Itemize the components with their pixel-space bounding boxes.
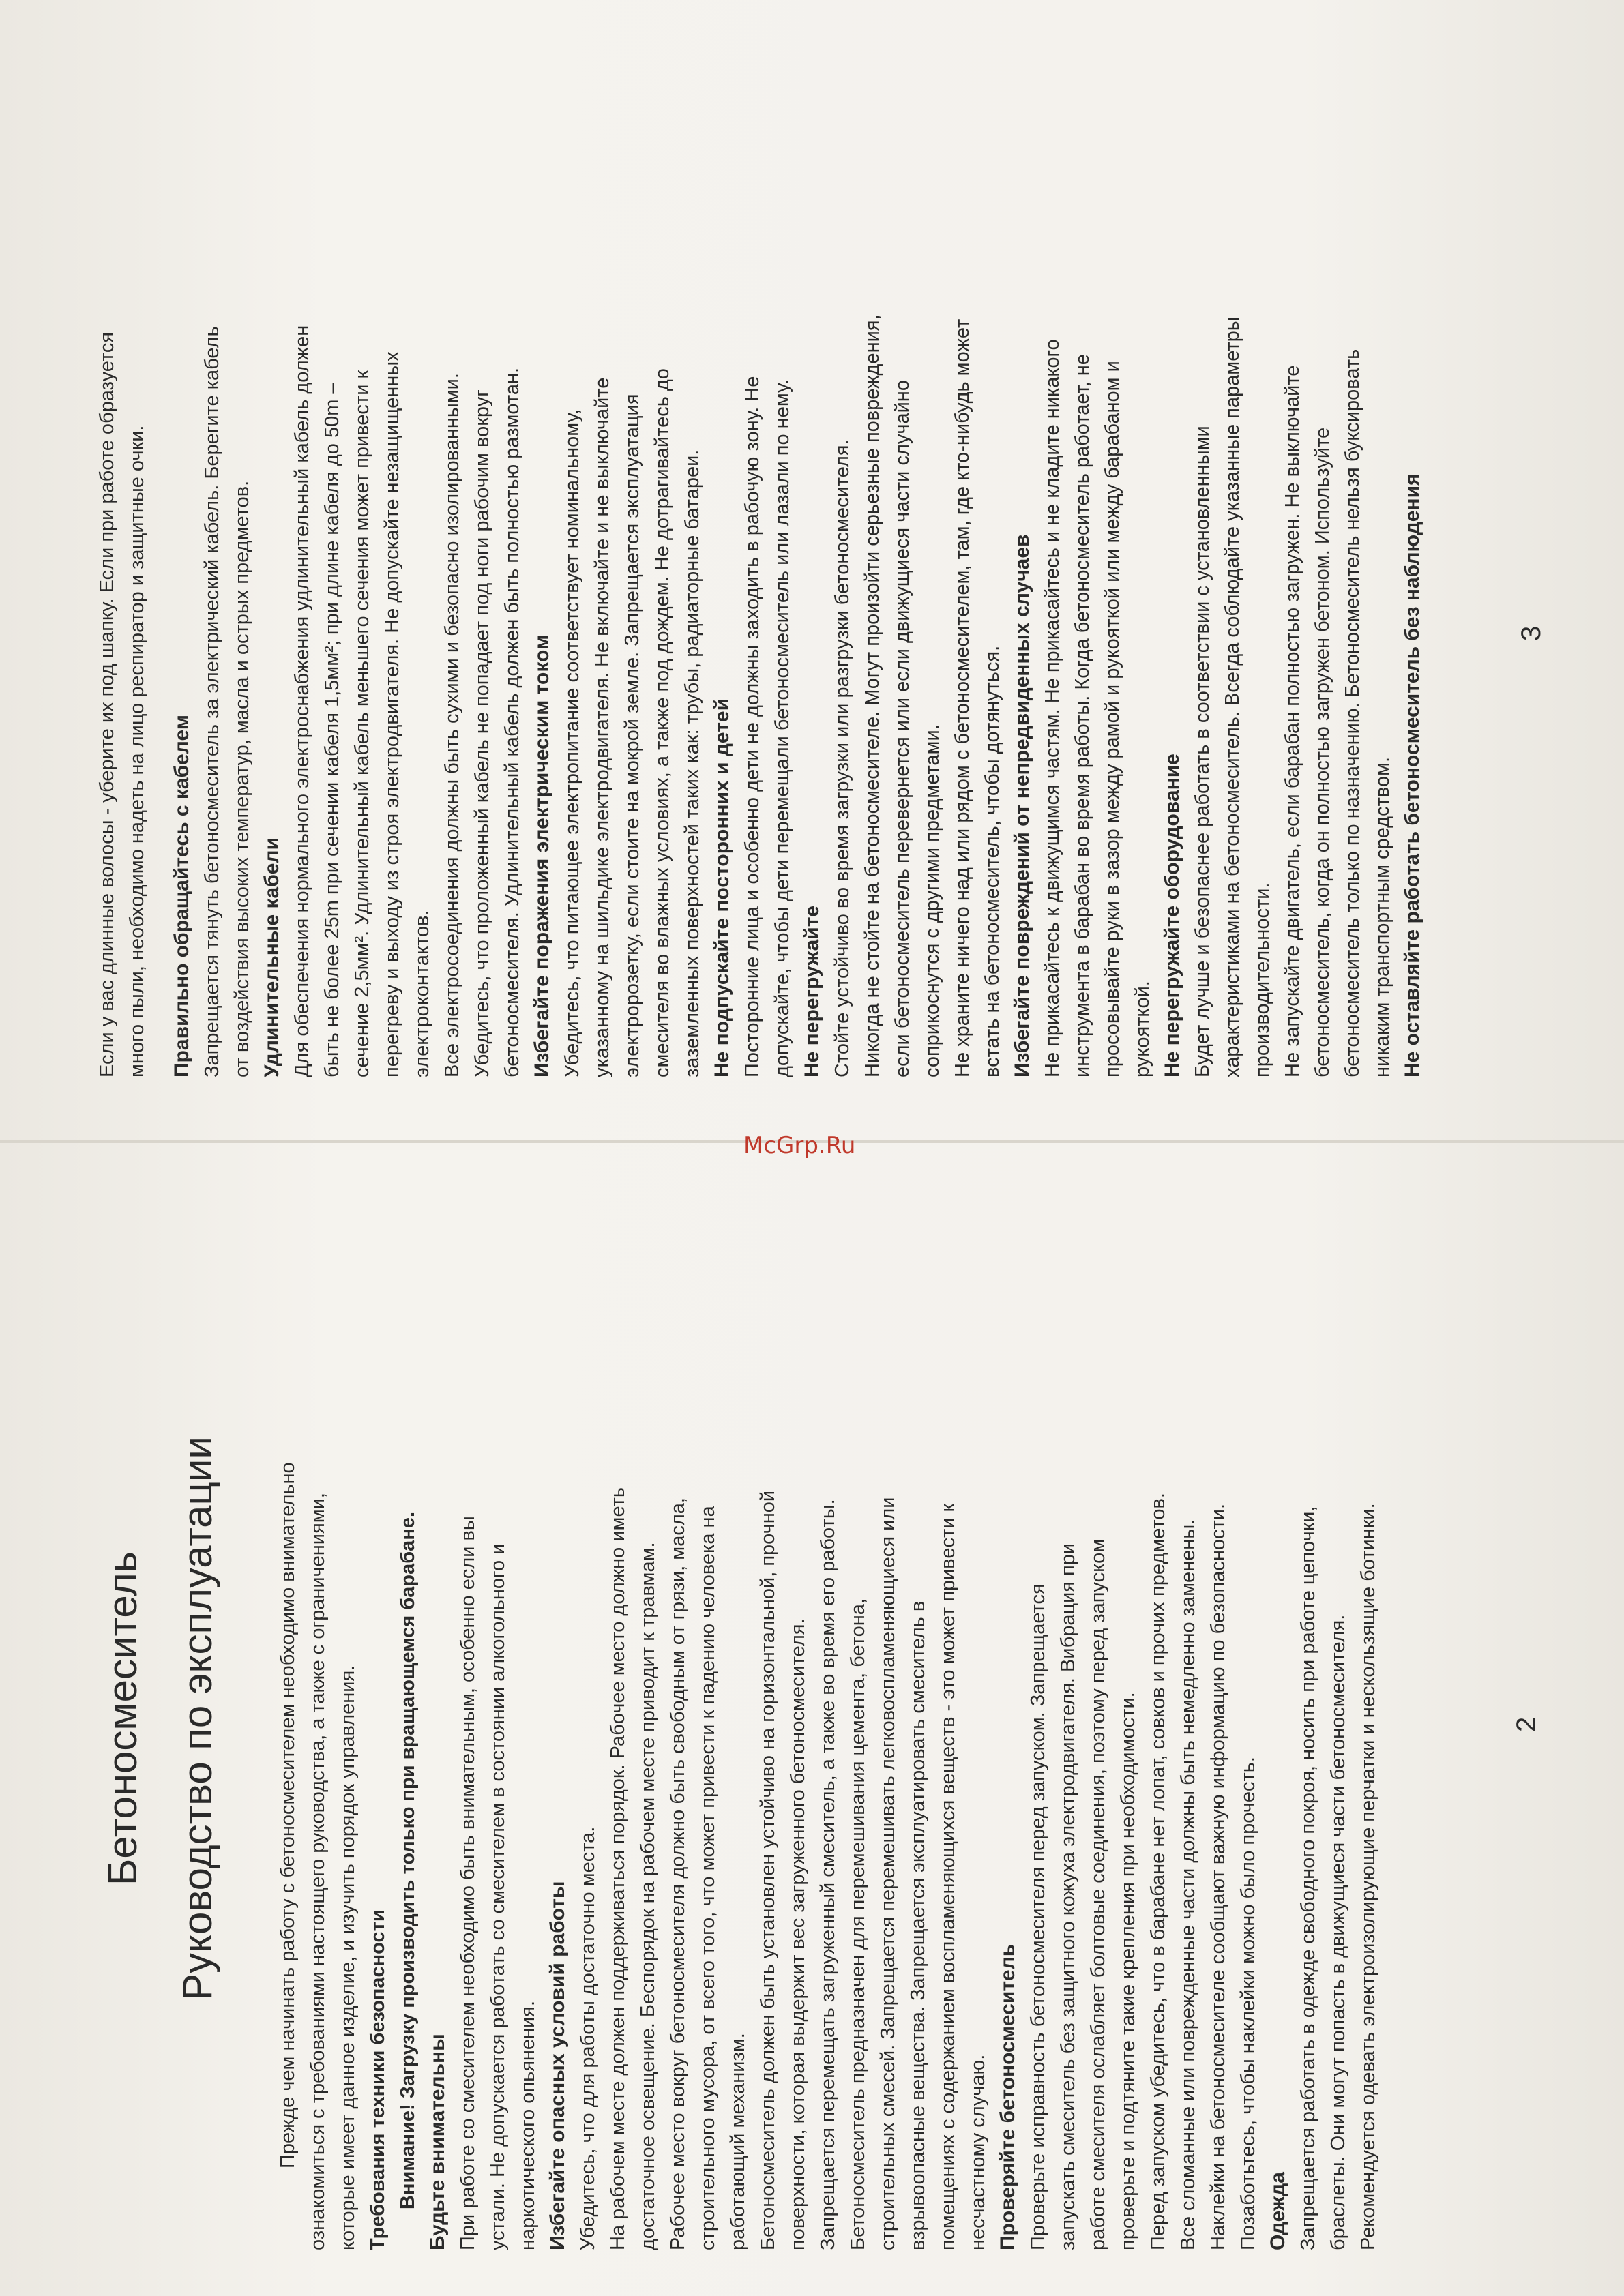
section-line: Все электросоединения должны быть сухими и безопасно изолированными. (441, 373, 463, 1077)
section-line: достаточное освещение. Беспорядок на рабочем месте приводит к травмам. (637, 1542, 659, 2250)
section-line: Не запускайте двигатель, если барабан полностью загружен. Не выключайте (1282, 365, 1303, 1077)
section-line: запускать смеситель без защитного кожуха электродвигателя. Вибрация при (1057, 1542, 1079, 2250)
section-line: просовывайте руки в зазор между рамой и рукояткой или между барабаном и (1102, 361, 1123, 1077)
section-line: Никогда не стойте на бетоносмесителе. Могут произойти серьезные повреждения, (861, 314, 883, 1077)
section-line: Посторонние лица и особенно дети не должны заходить в рабочую зону. Не (741, 376, 763, 1077)
section-line: строительных смесей. Запрещается перемешивать легковоспламеняющиеся или (877, 1497, 899, 2250)
section-line: если бетоносмеситель перевернется или если движущиеся части случайно (891, 380, 913, 1077)
warning-text: Внимание! Загрузку производить только при вращающемся барабане. (397, 1511, 419, 2209)
section-heading: Правильно обращайтесь с кабелем (171, 715, 193, 1077)
intro-line: ознакомиться с требованиями настоящего руководства, а также с ограничениями, (307, 1493, 329, 2250)
intro-line: которые имеет данное изделие, и изучить порядок управления. (337, 1665, 359, 2250)
section-line: указанному на шильдике электродвигателя. Не включайте и не выключайте (591, 377, 613, 1077)
section-heading: Не оставляйте работать бетоносмеситель без наблюдения (1401, 473, 1423, 1077)
document-title: Бетоносмеситель (100, 1551, 145, 1886)
section-line: Запрещается тянуть бетоносмеситель за электрический кабель. Берегите кабель (201, 326, 223, 1077)
section-line: характеристиками на бетоносмеситель. Всегда соблюдайте указанные параметры (1222, 316, 1243, 1077)
section-line: Убедитесь, что проложенный кабель не попадает под ноги рабочим вокруг (471, 389, 493, 1077)
section-line: проверьте и подтяните такие крепления при необходимости. (1117, 1692, 1139, 2250)
section-line: Убедитесь, что для работы достаточно места. (577, 1826, 599, 2250)
section-line: Убедитесь, что питающее электропитание соответствует номинальному, (561, 408, 583, 1077)
page-2 (95, 1187, 1541, 2250)
section-line: Перед запуском убедитесь, что в барабане нет лопат, совков и прочих предметов. (1147, 1493, 1169, 2250)
section-line: Для обеспечения нормального электроснабжения удлинительный кабель должен (291, 325, 313, 1077)
intro (273, 1187, 363, 2250)
section-heading: Избегайте повреждений от непредвиденных случаев (1011, 534, 1033, 1077)
section-line: Стойте устойчиво во время загрузки или разгрузки бетоносмесителя. (831, 439, 853, 1077)
section-heading: Одежда (1267, 2172, 1289, 2250)
section-line: Рекомендуется одевать электроизолирующие перчатки и нескользящие ботинки. (1357, 1503, 1379, 2250)
section-heading: Удлинительные кабели (261, 837, 283, 1077)
watermark: McGrp.Ru (743, 1132, 856, 1159)
section-line: работающий механизм. (727, 2033, 749, 2250)
section-line: На рабочем месте должен поддерживаться порядок. Рабочее место должно иметь (607, 1487, 629, 2250)
section-line: Позаботьтесь, чтобы наклейки можно было прочесть. (1237, 1757, 1259, 2250)
section-line: бетоносмеситель только по назначению. Бетоносмеситель нельзя буксировать (1342, 348, 1363, 1077)
section-line: взрывоопасные вещества. Запрещается эксплуатировать смеситель в (907, 1600, 929, 2250)
section-heading: Избегайте опасных условий работы (546, 1881, 569, 2250)
section-line: заземленных поверхностей таких как: трубы, радиаторные батареи. (681, 449, 703, 1077)
section-heading: Будьте внимательны (426, 2033, 449, 2250)
section-heading: Не перегружайте оборудование (1161, 754, 1183, 1077)
section-line: Запрещается работать в одежде свободного покроя, носить при работе цепочки, (1297, 1506, 1319, 2250)
section-line: работе смесителя ослабляет болтовые соединения, поэтому перед запуском (1087, 1538, 1109, 2250)
section-line: Рабочее место вокруг бетоносмесителя должно быть свободным от грязи, масла, (667, 1497, 689, 2250)
document-subtitle: Руководство по эксплуатации (175, 1436, 220, 2001)
section-line: Запрещается перемещать загруженный смеситель, а также во время его работы. (817, 1499, 839, 2250)
section-line: допускайте, чтобы дети перемещали бетоносмеситель или лазали по нему. (771, 379, 793, 1077)
section-line: от воздействия высоких температур, масла и острых предметов. (231, 480, 253, 1077)
page-number: 2 (1511, 1716, 1541, 1732)
intro-line: Если у вас длинные волосы - уберите их под шапку. Если при работе образуется (96, 331, 118, 1077)
section-line: Бетоносмеситель предназначен для перемешивания цемента, бетона, (847, 1598, 869, 2250)
page-3-content (92, 123, 1428, 1077)
section-heading: Проверяйте бетоносмеситель (996, 1943, 1019, 2250)
section-line: сечение 2,5мм². Удлинительный кабель меньшего сечения может привести к (351, 370, 373, 1077)
section-line: никаким транспортным средством. (1372, 756, 1393, 1077)
page-3 (92, 123, 1546, 1077)
page-number: 3 (1516, 625, 1546, 641)
intro-line: много пыли, необходимо надеть на лицо респиратор и защитные очки. (126, 425, 148, 1077)
section-heading: Избегайте поражения электрическим током (531, 634, 553, 1077)
section-line: Бетоносмеситель должен быть установлен устойчиво на горизонтальной, прочной (757, 1490, 779, 2250)
section-line: При работе со смесителем необходимо быть внимательным, особенно если вы (457, 1516, 479, 2250)
section-line: помещениях с содержанием воспламеняющихся веществ - это может привести к (937, 1503, 959, 2250)
section-line: Не храните ничего над или рядом с бетоносмесителем, там, где кто-нибудь может (951, 318, 973, 1077)
section-line: электроконтактов. (411, 910, 433, 1077)
section-line: наркотического опьянения. (517, 2000, 539, 2250)
section-line: Наклейки на бетоносмесителе сообщают важную информацию по безопасности. (1207, 1503, 1229, 2250)
section-line: Все сломанные или поврежденные части должны быть немедленно заменены. (1177, 1519, 1199, 2250)
section-line: инструмента в барабан во время работы. Когда бетоносмеситель работает, не (1072, 354, 1093, 1077)
section-line: поверхности, которая выдержит вес загруженного бетоносмесителя. (787, 1618, 809, 2250)
section-line: смесителя во влажных условиях, а также под дождем. Не дотрагивайтесь до (651, 368, 673, 1077)
requirements-heading: Требования техники безопасности (367, 1909, 389, 2250)
section-line: несчастному случаю. (967, 2054, 989, 2250)
section-line: устали. Не допускается работать со смесителем в состоянии алкогольного и (487, 1543, 509, 2250)
page-2-content (423, 1187, 1383, 2250)
section-line: Проверьте исправность бетоносмесителя перед запуском. Запрещается (1027, 1583, 1049, 2250)
section-line: бетоносмесителя. Удлинительный кабель должен быть полностью размотан. (501, 367, 523, 1077)
section-line: рукояткой. (1132, 981, 1153, 1077)
section-heading: Не подпускайте посторонних и детей (711, 698, 733, 1077)
section-heading: Не перегружайте (801, 905, 823, 1077)
section-line: быть не более 25m при сечении кабеля 1,5мм²; при длине кабеля до 50m – (321, 383, 343, 1077)
section-line: перегреву и выходу из строя электродвигателя. Не допускайте незащищенных (381, 351, 403, 1077)
section-line: бетоносмеситель, когда он полностью загружен бетоном. Используйте (1312, 427, 1333, 1077)
section-line: встать на бетоносмеситель, чтобы дотянуться. (981, 645, 1003, 1077)
section-line: электророзетку, если стоите на мокрой земле. Запрещается эксплуатация (621, 393, 643, 1077)
intro-line: Прежде чем начинать работу с бетоносмесителем необходимо внимательно (277, 1462, 299, 2168)
section-line: Будет лучше и безопаснее работать в соответствии с установленными (1192, 426, 1213, 1077)
section-line: соприкоснутся с другими предметами. (921, 724, 943, 1077)
section-line: Не прикасайтесь к движущимся частям. Не прикасайтесь и не кладите никакого (1042, 339, 1063, 1077)
section-line: производительности. (1252, 882, 1273, 1077)
section-line: браслеты. Они могут попасть в движущиеся части бетоносмесителя. (1327, 1614, 1349, 2250)
section-line: строительного мусора, от всего того, что может привести к падению человека на (697, 1506, 719, 2250)
